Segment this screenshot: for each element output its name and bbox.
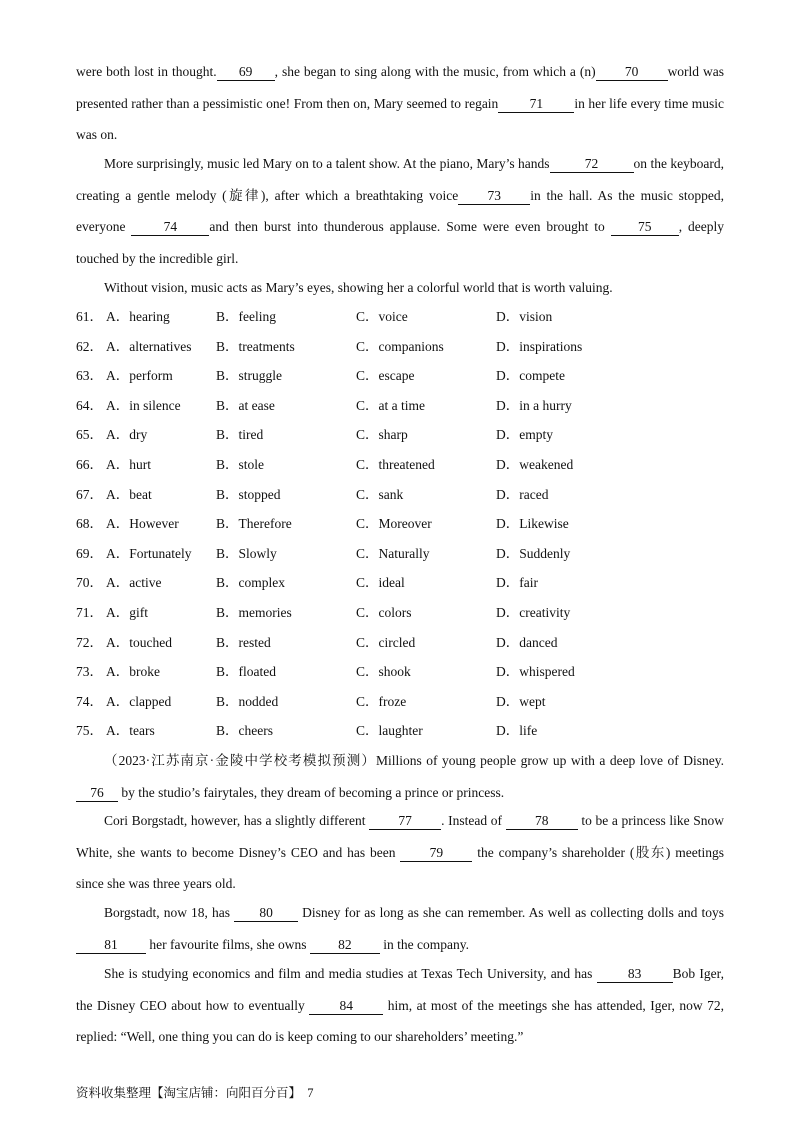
question-number: 66． [76,456,103,472]
option-row [76,657,736,687]
text: . Instead of [441,813,506,828]
option-c: C．shook [356,664,411,680]
blank-83: 83 [597,966,673,983]
blank-82: 82 [310,937,380,954]
option-a: A．tears [106,723,155,739]
text: , deeply touched by the incredible girl. [76,219,724,266]
question-number: 72． [76,634,103,650]
page-footer [76,1083,314,1101]
blank-73: 73 [458,188,530,205]
option-d: D．raced [496,486,549,502]
option-row [76,302,736,332]
option-a: A．hearing [106,309,170,324]
option-a: A．Fortunately [106,545,192,561]
option-row [76,450,736,480]
option-d: D．Suddenly [496,545,571,561]
option-c: C．sharp [356,427,408,443]
question-number: 69． [76,545,103,561]
text: and then burst into thunderous applause. Some were even brought to [209,219,611,234]
text: in the company. [379,936,469,952]
source-label: （2023·江苏南京·金陵中学校考模拟预测） [104,753,376,768]
option-b: B．struggle [216,368,282,384]
blank-81: 81 [76,937,146,954]
blank-76: 76 [76,785,118,802]
page-number: 7 [307,1086,314,1100]
option-b: B．floated [216,664,276,680]
option-c: C．circled [356,634,416,650]
option-row [76,480,736,510]
option-row [76,598,736,628]
option-d: D．weakened [496,456,574,472]
option-b: B．Therefore [216,516,292,532]
question-number: 71． [76,604,103,620]
option-b: B．stopped [216,486,281,502]
question-number: 67． [76,486,103,502]
option-a: A．beat [106,486,152,502]
option-c: C．sank [356,486,404,502]
option-c: C．colors [356,604,412,620]
option-c: C．voice [356,309,408,324]
passage2-paragraph-3 [76,897,724,960]
options-list [76,302,736,746]
option-c: C．laughter [356,723,423,739]
option-c: C．threatened [356,456,435,472]
option-a: A．broke [106,664,160,680]
option-a: A．touched [106,634,172,650]
option-b: B．cheers [216,723,273,739]
option-row [76,539,736,569]
question-number: 75． [76,723,103,739]
option-a: A．in silence [106,397,181,413]
text: More surprisingly, music led Mary on to a talent show. At the piano, Mary’s hands [104,156,550,171]
option-a: A．However [106,516,179,532]
option-a: A．clapped [106,693,172,709]
option-b: B．treatments [216,338,295,354]
option-d: D．danced [496,634,558,650]
text: Millions of young people grow up with a deep love of Disney. [375,753,724,768]
passage2-paragraph-1 [76,745,724,808]
option-row [76,391,736,421]
option-c: C．Naturally [356,545,430,561]
text: to be a princess like Snow White, she wants to become Disney’s CEO and has been [76,813,724,860]
option-row [76,716,736,746]
option-b: B．tired [216,427,264,443]
blank-77: 77 [369,813,441,830]
text: him, at most of the meetings she has attended, Iger, now 72, replied: “Well, one thing you can do is keep coming to our shareholders’ meeting.” [76,997,724,1044]
option-d: D．empty [496,427,553,443]
question-number: 70． [76,575,103,591]
option-a: A．dry [106,427,148,443]
question-number: 61． [76,309,103,324]
blank-69: 69 [217,64,275,81]
option-b: B．complex [216,575,285,591]
passage2-paragraph-4 [76,958,724,1053]
paragraph-1 [76,56,724,151]
text: , she began to sing along with the music, from which a (n) [274,64,596,79]
option-d: D．vision [496,309,553,324]
text: Borgstadt, now 18, has [104,905,235,920]
option-d: D．Likewise [496,516,569,532]
blank-84: 84 [309,998,383,1015]
option-d: D．inspirations [496,338,583,354]
blank-74: 74 [131,219,209,236]
question-number: 64． [76,397,103,413]
text: Cori Borgstadt, however, has a slightly different [104,813,370,828]
question-number: 74． [76,693,103,709]
text: world was presented rather than a pessimistic one! From then on, Mary seemed to regain [76,64,724,111]
option-row [76,332,736,362]
text: in the hall. As the music stopped, everyone [76,187,725,234]
option-row [76,420,736,450]
option-d: D．compete [496,368,565,384]
option-c: C．Moreover [356,516,432,532]
option-b: B．feeling [216,309,276,324]
option-a: A．perform [106,368,173,384]
option-a: A．gift [106,604,148,620]
option-a: A．active [106,575,162,591]
blank-70: 70 [596,64,668,81]
blank-78: 78 [506,813,578,830]
option-a: A．hurt [106,456,151,472]
option-d: D．whispered [496,664,575,680]
paragraph-3 [76,272,724,304]
question-number: 68． [76,516,103,532]
text: on the keyboard, creating a gentle melody (旋律), after which a breathtaking voice [76,156,724,203]
text: in her life every time music was on. [76,95,724,142]
text: were both lost in thought. [76,64,217,79]
option-c: C．froze [356,693,407,709]
option-row [76,509,736,539]
paragraph-2 [76,148,724,274]
option-row [76,568,736,598]
option-c: C．escape [356,368,415,384]
blank-79: 79 [400,845,472,862]
option-row [76,687,736,717]
blank-71: 71 [498,96,574,113]
text: her favourite films, she owns [146,936,310,952]
option-b: B．rested [216,634,271,650]
option-row [76,361,736,391]
option-c: C．ideal [356,575,405,591]
option-b: B．at ease [216,397,275,413]
text: by the studio’s fairytales, they dream of becoming a prince or princess. [118,784,505,800]
question-number: 65． [76,427,103,443]
blank-80: 80 [234,905,298,922]
option-d: D．creativity [496,604,571,620]
text: Without vision, music acts as Mary’s eyes, showing her a colorful world that is worth valuing. [104,280,613,295]
option-b: B．Slowly [216,545,277,561]
text: Disney for as long as she can remember. As well as collecting dolls and toys [298,905,724,920]
question-number: 62． [76,338,103,354]
footer-text: 资料收集整理【淘宝店铺：向阳百分百】 [76,1086,302,1100]
option-c: C．at a time [356,397,425,413]
option-c: C．companions [356,338,444,354]
option-b: B．nodded [216,693,279,709]
option-b: B．stole [216,456,265,472]
option-row [76,628,736,658]
option-d: D．fair [496,575,538,591]
option-b: B．memories [216,604,292,620]
text: the company’s shareholder (股东) meetings since she was three years old. [76,844,724,891]
blank-72: 72 [550,156,634,173]
question-number: 63． [76,368,103,384]
passage2-paragraph-2 [76,805,724,900]
blank-75: 75 [611,219,679,236]
option-d: D．life [496,723,538,739]
question-number: 73． [76,664,103,680]
option-a: A．alternatives [106,338,192,354]
option-d: D．in a hurry [496,397,572,413]
option-d: D．wept [496,693,546,709]
text: Bob Iger, the Disney CEO about how to eventually [76,966,724,1013]
text: She is studying economics and film and media studies at Texas Tech University, and has [104,966,597,981]
